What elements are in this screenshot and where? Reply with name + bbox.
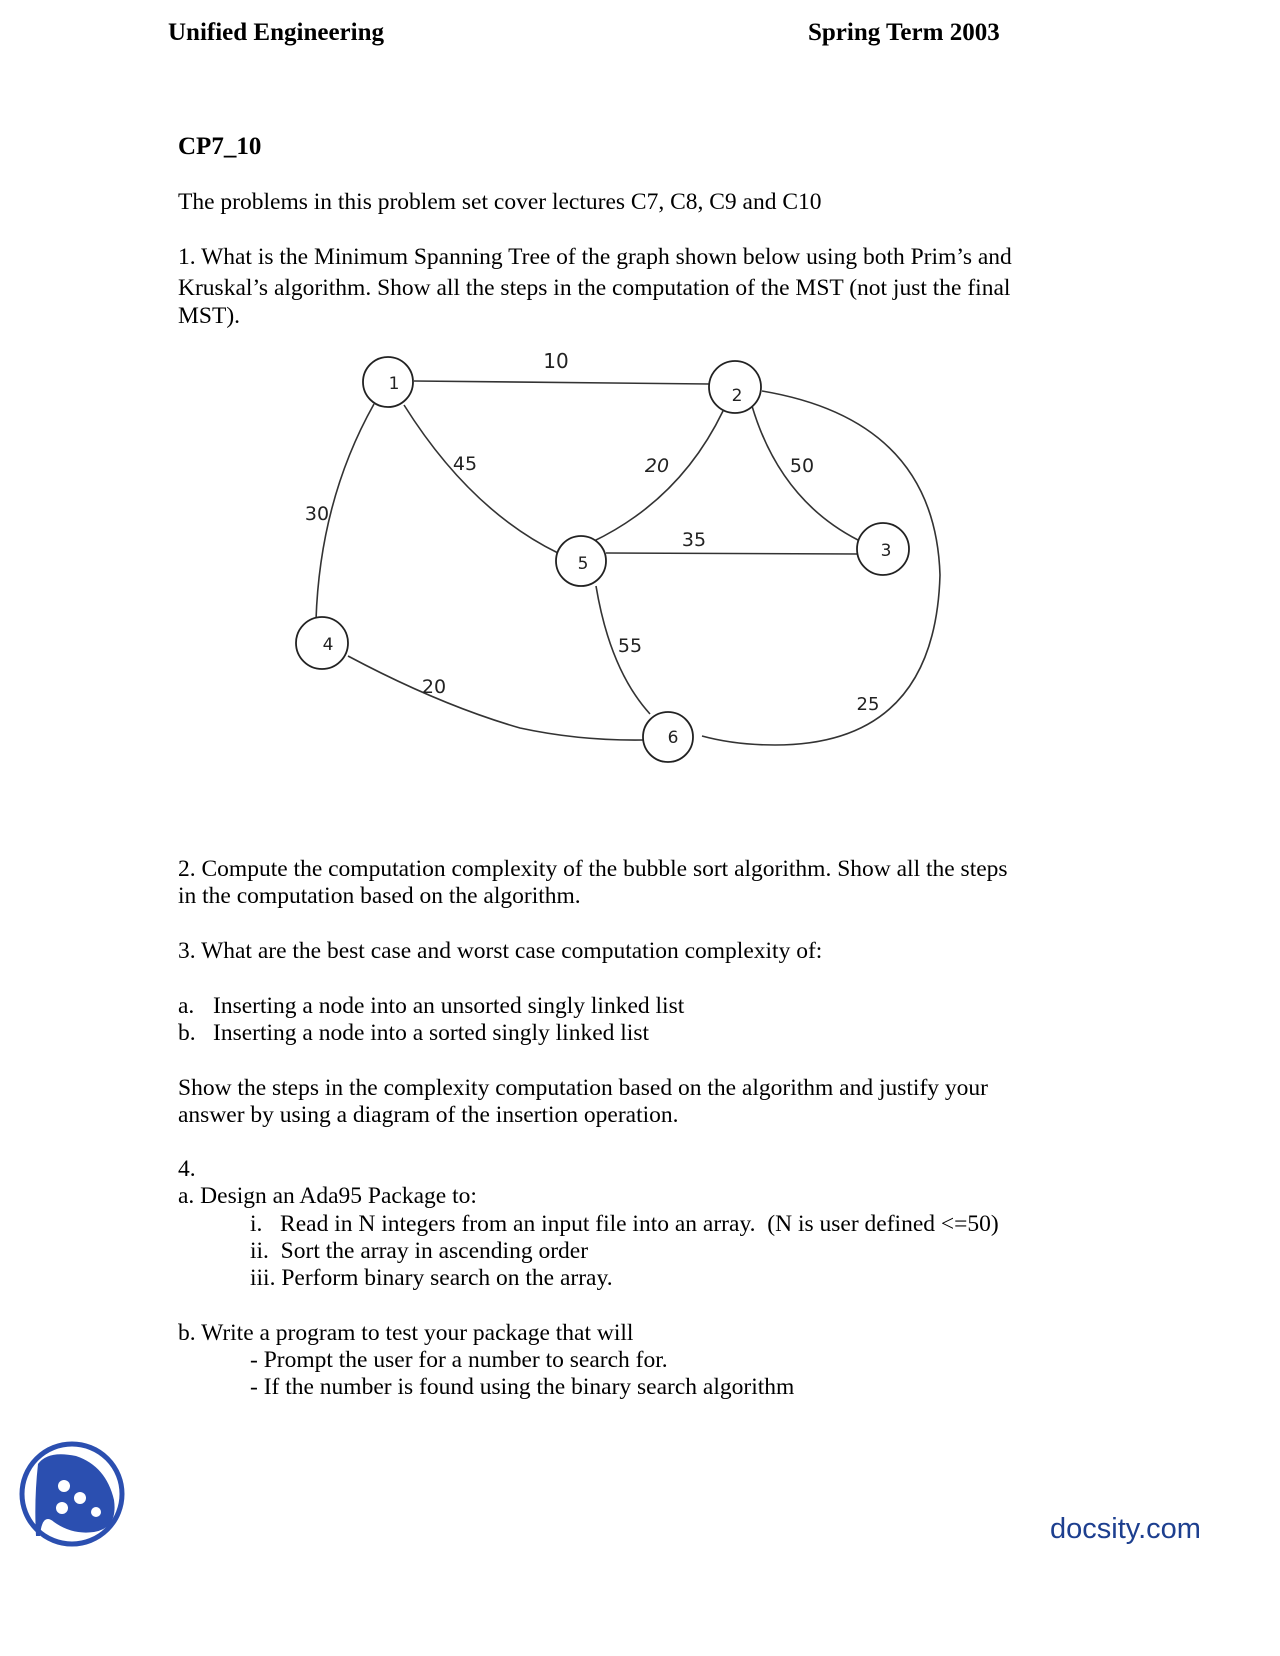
node-label-5: 5 (577, 554, 589, 574)
graph-node-6 (643, 712, 693, 762)
node-label-3: 3 (880, 541, 892, 561)
node-label-1: 1 (388, 374, 400, 394)
q3-stem: 3. What are the best case and worst case computation complexity of: (178, 938, 823, 964)
edge-label-1-4: 30 (304, 503, 330, 525)
q4-part-a-item-1: i. Read in N integers from an input file into an array. (N is user defined <=50) (250, 1211, 999, 1237)
graph-node-4 (296, 617, 348, 669)
edge-label-4-6: 20 (421, 676, 447, 698)
node-label-2: 2 (731, 386, 743, 406)
edge-2-6 (702, 391, 940, 745)
q4-part-b-item-2: - If the number is found using the binary search algorithm (250, 1374, 795, 1400)
graph-node-2 (709, 361, 761, 413)
q4-part-a-item-3: iii. Perform binary search on the array. (250, 1265, 613, 1291)
q4-part-a: a. Design an Ada95 Package to: (178, 1183, 477, 1209)
node-label-6: 6 (667, 728, 679, 748)
q3-item-a-marker: a. (178, 993, 195, 1019)
edge-label-2-6: 25 (856, 694, 880, 715)
edge-label-2-5: 20 (644, 455, 670, 477)
docsity-brand-link[interactable]: docsity.com (1050, 1513, 1201, 1545)
edge-1-2 (414, 381, 710, 384)
node-label-4: 4 (322, 635, 334, 655)
q3-after-line-2: answer by using a diagram of the insertion operation. (178, 1102, 679, 1128)
graph-node-5 (556, 536, 606, 586)
edge-4-6 (348, 656, 644, 740)
edge-5-3 (606, 553, 859, 554)
header-term: Spring Term 2003 (808, 19, 1000, 46)
q4-part-b: b. Write a program to test your package that will (178, 1320, 634, 1346)
q3-after-line-1: Show the steps in the complexity computation based on the algorithm and justify your (178, 1075, 988, 1101)
q4-number: 4. (178, 1156, 196, 1182)
header-course: Unified Engineering (168, 19, 384, 46)
edge-label-5-6: 55 (617, 635, 643, 657)
doc-title: CP7_10 (178, 133, 262, 160)
q3-item-b-marker: b. (178, 1020, 196, 1046)
q3-item-b-text: Inserting a node into a sorted singly linked list (213, 1020, 649, 1046)
docsity-logo-icon[interactable] (18, 1440, 126, 1548)
q3-item-a-text: Inserting a node into an unsorted singly linked list (213, 993, 685, 1019)
edge-label-1-2: 10 (543, 349, 569, 373)
q2-line-2: in the computation based on the algorithm. (178, 883, 581, 909)
q4-part-b-item-1: - Prompt the user for a number to search for. (250, 1347, 668, 1373)
mst-graph-diagram (280, 345, 960, 775)
graph-node-3 (857, 523, 909, 575)
q1-line-3: MST). (178, 303, 241, 329)
q1-line-2: Kruskal’s algorithm. Show all the steps in the computation of the MST (not just the final (178, 275, 1011, 301)
graph-node-1 (363, 357, 413, 407)
intro-text: The problems in this problem set cover lectures C7, C8, C9 and C10 (178, 189, 822, 215)
edge-1-5 (404, 405, 558, 553)
edge-label-5-3: 35 (681, 529, 707, 551)
edge-label-2-3: 50 (789, 455, 815, 477)
edge-label-1-5: 45 (452, 453, 478, 475)
q2-line-1: 2. Compute the computation complexity of the bubble sort algorithm. Show all the steps (178, 856, 1008, 882)
q1-line-1: 1. What is the Minimum Spanning Tree of the graph shown below using both Prim’s and (178, 244, 1012, 270)
q4-part-a-item-2: ii. Sort the array in ascending order (250, 1238, 589, 1264)
